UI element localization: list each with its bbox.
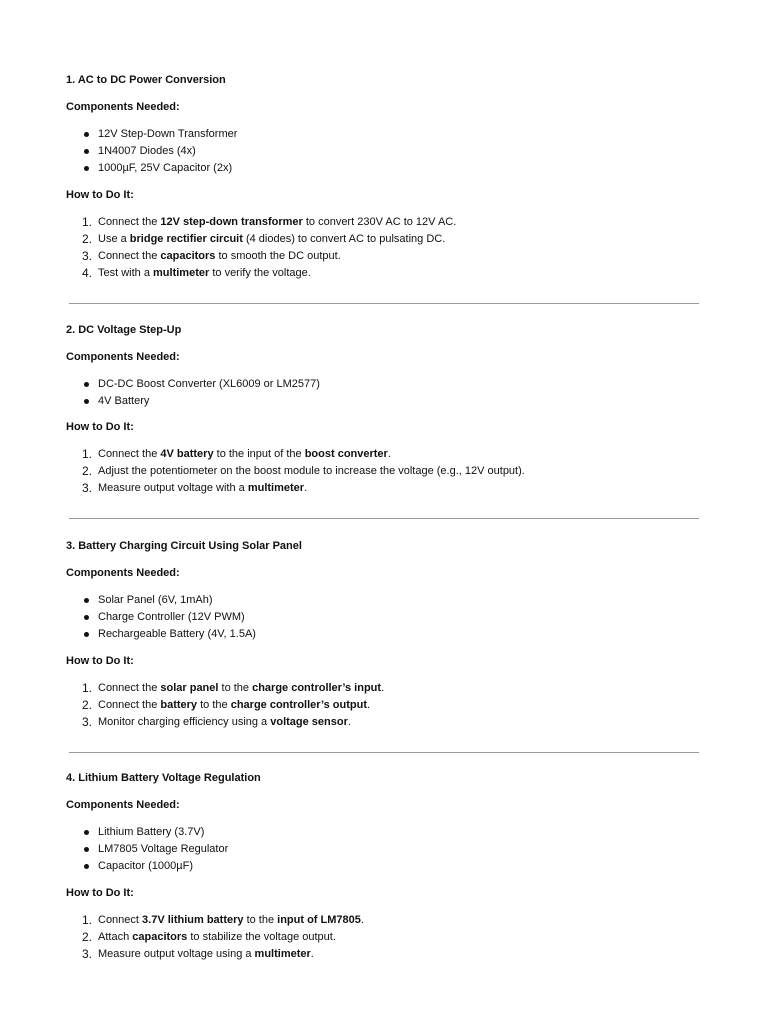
list-item	[66, 376, 706, 393]
step-text: Connect the	[98, 216, 161, 228]
component-label: LM7805 Voltage Regulator	[98, 843, 229, 855]
step-text: Measure output voltage using a	[98, 948, 255, 960]
component-label: DC-DC Boost Converter (XL6009 or LM2577)	[98, 378, 320, 390]
step-emphasis: 3.7V lithium battery	[142, 914, 244, 926]
step-text: .	[360, 914, 364, 926]
step-text: .	[367, 699, 371, 711]
step-text: to smooth the DC output.	[215, 250, 341, 262]
component-label: Capacitor (1000µF)	[98, 860, 193, 872]
steps-list	[66, 680, 706, 731]
list-item	[66, 824, 706, 841]
step-emphasis: voltage sensor	[270, 716, 348, 728]
section-title: 4. Lithium Battery Voltage Regulation	[66, 772, 261, 784]
steps-list	[66, 446, 706, 497]
section-ac-dc	[66, 73, 706, 282]
howto-heading: How to Do It:	[66, 655, 134, 667]
step-text: Monitor charging efficiency using a	[98, 716, 271, 728]
list-item	[66, 841, 706, 858]
components-list	[66, 376, 706, 410]
section-title: 1. AC to DC Power Conversion	[66, 74, 226, 86]
section-dc-step-up	[66, 323, 706, 497]
step-number: 2.	[82, 698, 93, 712]
list-item	[66, 858, 706, 875]
bullet-icon	[84, 132, 89, 137]
step-number: 1.	[82, 215, 93, 229]
step-number: 2.	[82, 930, 93, 944]
step-emphasis: capacitors	[132, 931, 188, 943]
step-emphasis: solar panel	[160, 682, 219, 694]
step-emphasis: bridge rectifier circuit	[129, 233, 243, 245]
section-divider	[69, 303, 699, 304]
step-item	[66, 697, 706, 714]
step-number: 1.	[82, 447, 93, 461]
step-emphasis: boost converter	[304, 448, 388, 460]
step-text: Connect the	[98, 448, 161, 460]
bullet-icon	[84, 382, 89, 387]
step-text: to the	[218, 682, 253, 694]
step-text: Connect	[98, 914, 143, 926]
steps-list	[66, 214, 706, 282]
step-number: 2.	[82, 464, 93, 478]
step-text: Use a	[98, 233, 130, 245]
step-number: 2.	[82, 232, 93, 246]
step-text: Measure output voltage with a	[98, 482, 248, 494]
step-text: Test with a	[98, 267, 154, 279]
bullet-icon	[84, 864, 89, 869]
step-text: to the input of the	[213, 448, 305, 460]
components-heading: Components Needed:	[66, 351, 180, 363]
step-number: 1.	[82, 913, 93, 927]
step-emphasis: charge controller’s input	[252, 682, 382, 694]
component-label: Charge Controller (12V PWM)	[98, 611, 245, 623]
step-text: .	[347, 716, 351, 728]
list-item	[66, 160, 706, 177]
bullet-icon	[84, 166, 89, 171]
bullet-icon	[84, 399, 89, 404]
bullet-icon	[84, 847, 89, 852]
step-emphasis: capacitors	[160, 250, 216, 262]
step-emphasis: 4V battery	[160, 448, 214, 460]
components-list	[66, 824, 706, 875]
section-solar-charging	[66, 539, 706, 731]
step-item	[66, 714, 706, 731]
step-item	[66, 214, 706, 231]
step-emphasis: input of LM7805	[277, 914, 361, 926]
step-text: Adjust the potentiometer on the boost module to increase the voltage (e.g., 12V output).	[98, 465, 525, 477]
step-item	[66, 680, 706, 697]
list-item	[66, 143, 706, 160]
list-item	[66, 126, 706, 143]
step-emphasis: multimeter	[247, 482, 305, 494]
step-text: .	[304, 482, 308, 494]
step-text: to convert 230V AC to 12V AC.	[302, 216, 457, 228]
step-text: Connect the	[98, 699, 161, 711]
components-heading: Components Needed:	[66, 799, 180, 811]
bullet-icon	[84, 632, 89, 637]
step-item	[66, 231, 706, 248]
list-item	[66, 609, 706, 626]
section-divider	[69, 518, 699, 519]
step-text: (4 diodes) to convert AC to pulsating DC.	[242, 233, 446, 245]
step-number: 3.	[82, 481, 93, 495]
steps-list	[66, 912, 706, 963]
step-text: to the	[243, 914, 278, 926]
step-item	[66, 480, 706, 497]
section-lithium-regulation	[66, 771, 706, 963]
step-text: to stabilize the voltage output.	[187, 931, 336, 943]
step-text: .	[387, 448, 391, 460]
howto-heading: How to Do It:	[66, 421, 134, 433]
section-divider	[69, 752, 699, 753]
section-title: 3. Battery Charging Circuit Using Solar Panel	[66, 540, 302, 552]
step-emphasis: charge controller’s output	[230, 699, 367, 711]
step-emphasis: multimeter	[153, 267, 210, 279]
step-item	[66, 265, 706, 282]
components-heading: Components Needed:	[66, 567, 180, 579]
list-item	[66, 626, 706, 643]
component-label: 1000µF, 25V Capacitor (2x)	[98, 162, 233, 174]
list-item	[66, 592, 706, 609]
bullet-icon	[84, 149, 89, 154]
step-text: .	[381, 682, 385, 694]
step-text: to verify the voltage.	[209, 267, 311, 279]
components-list	[66, 592, 706, 643]
list-item	[66, 393, 706, 410]
components-list	[66, 126, 706, 177]
step-number: 3.	[82, 715, 93, 729]
step-number: 1.	[82, 681, 93, 695]
step-emphasis: multimeter	[254, 948, 311, 960]
step-text: Connect the	[98, 250, 161, 262]
step-number: 3.	[82, 947, 93, 961]
step-text: Connect the	[98, 682, 161, 694]
step-emphasis: 12V step-down transformer	[160, 216, 303, 228]
bullet-icon	[84, 615, 89, 620]
step-number: 4.	[82, 266, 93, 280]
component-label: 12V Step-Down Transformer	[98, 128, 238, 140]
section-title: 2. DC Voltage Step-Up	[66, 324, 182, 336]
howto-heading: How to Do It:	[66, 189, 134, 201]
step-number: 3.	[82, 249, 93, 263]
step-text: .	[310, 948, 314, 960]
component-label: 4V Battery	[98, 395, 150, 407]
step-item	[66, 929, 706, 946]
step-text: to the	[197, 699, 231, 711]
component-label: Lithium Battery (3.7V)	[98, 826, 205, 838]
step-item	[66, 912, 706, 929]
step-item	[66, 946, 706, 963]
step-text: Attach	[98, 931, 133, 943]
bullet-icon	[84, 598, 89, 603]
component-label: Rechargeable Battery (4V, 1.5A)	[98, 628, 256, 640]
howto-heading: How to Do It:	[66, 887, 134, 899]
bullet-icon	[84, 830, 89, 835]
step-item	[66, 463, 706, 480]
step-item	[66, 248, 706, 265]
component-label: Solar Panel (6V, 1mAh)	[98, 594, 213, 606]
step-item	[66, 446, 706, 463]
step-emphasis: battery	[160, 699, 198, 711]
component-label: 1N4007 Diodes (4x)	[98, 145, 196, 157]
components-heading: Components Needed:	[66, 101, 180, 113]
